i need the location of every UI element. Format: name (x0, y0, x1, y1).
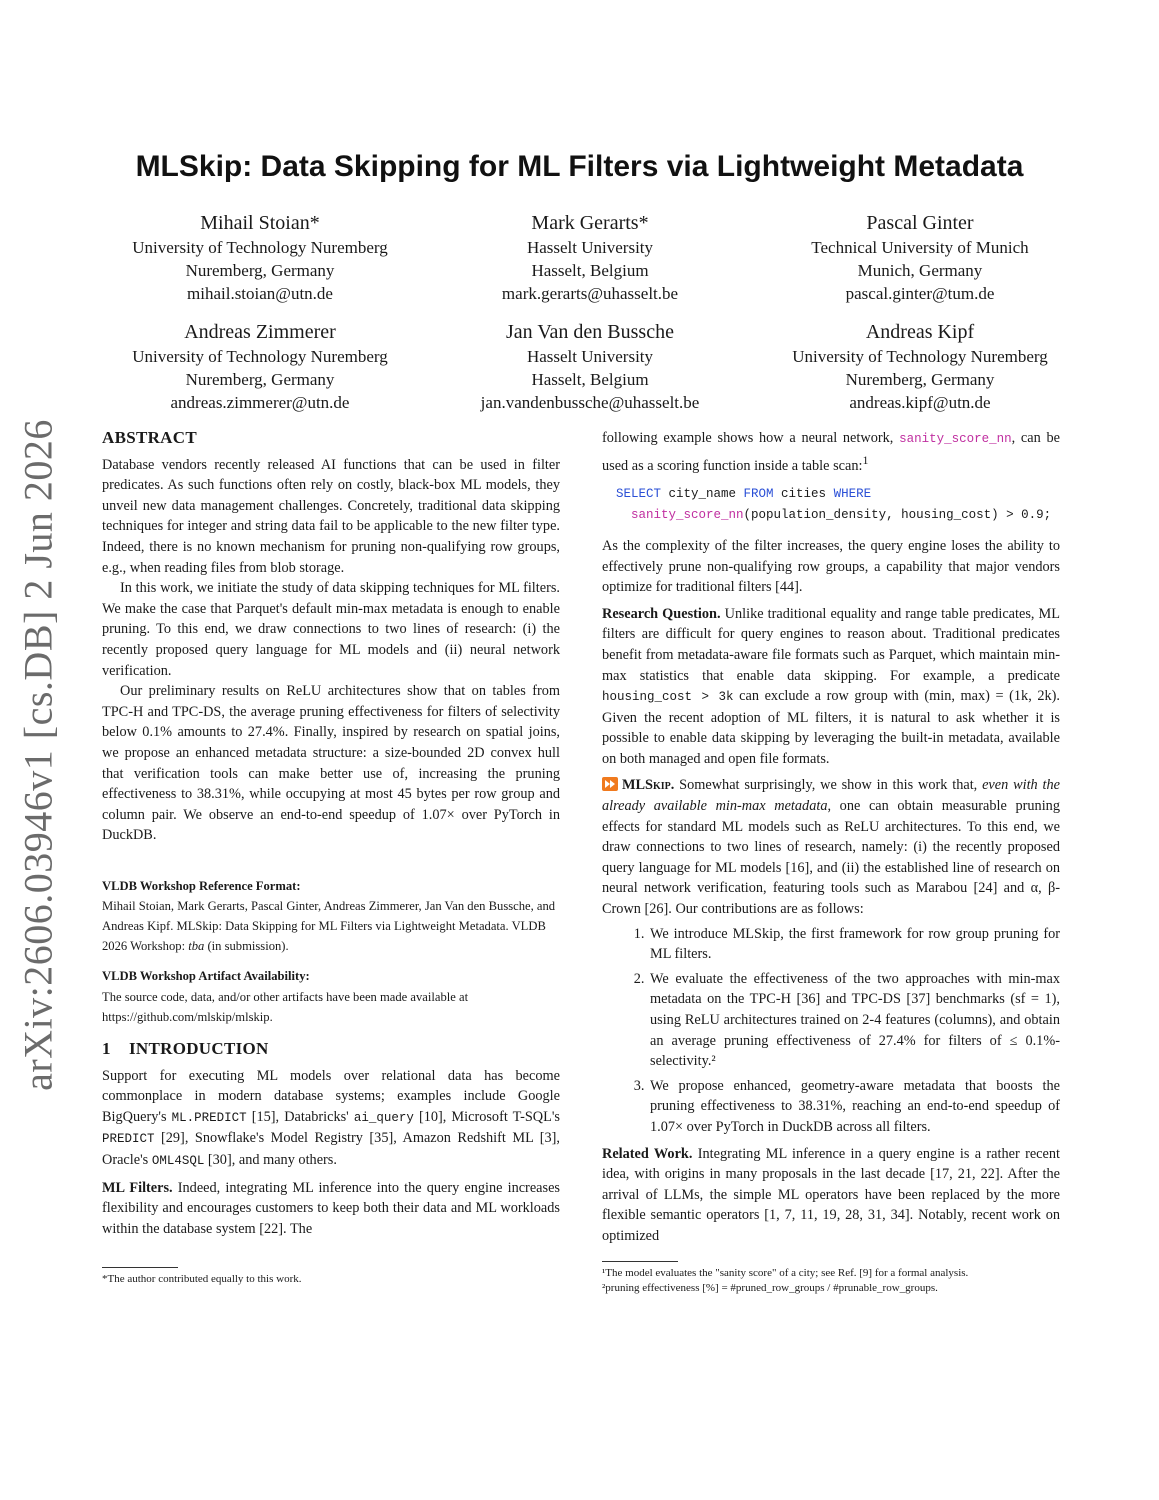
author-entry (425, 319, 755, 414)
mlskip-paragraph (602, 775, 1060, 919)
author-location: Nuremberg, Germany (185, 370, 335, 389)
contribution-item: 3. We propose enhanced, geometry-aware metadata that boosts the pruning effectiveness to 38.31%, reaching an end-to-end speedup of 1.07× over PyTorch in DuckDB across all filters. (648, 1076, 1060, 1138)
run-in-heading: ML Filters. (102, 1179, 173, 1196)
author-location: Nuremberg, Germany (845, 370, 995, 389)
author-name: Mihail Stoian* (200, 212, 320, 234)
reference-text: Mihail Stoian, Mark Gerarts, Pascal Ginter, Andreas Zimmerer, Jan Van den Bussche, and Andreas Kipf. MLSkip: Data Skipping for ML Filters via Lightweight Metadata. VLDB 2026 Workshop: (102, 899, 556, 954)
author-email: jan.vandenbussche@uhasselt.be (480, 393, 700, 412)
paragraph-text: , can be used as a scoring function inside a table scan: (602, 430, 1060, 474)
intro-text: Support for executing ML models over relational data has become commonplace in modern database systems; examples include Google BigQuery's (102, 1067, 560, 1125)
author-affiliation: University of Technology Nuremberg (792, 347, 1048, 366)
author-email: mark.gerarts@uhasselt.be (501, 284, 679, 303)
paragraph-text: Unlike traditional equality and range table predicates, ML filters are difficult for query engines to reason about. Traditional predicates benefit from metadata-aware file formats such as Parquet, which maintain min-max statistics that enable data skipping. For example, a predicate (602, 605, 1060, 684)
run-in-heading: Research Question. (602, 605, 721, 622)
paragraph-text: following example shows how a neural network, (602, 430, 900, 446)
section-heading-introduction: 1 INTRODUCTION (102, 1039, 269, 1059)
paragraph-text: can exclude a row group with (min, max) = (1k, 2k). Given the recent adoption of ML filters, it is natural to ask whether it is possible to enable data skipping by leveraging the built-in metadata, available on both managed and open file formats. (602, 688, 1060, 767)
author-email: andreas.kipf@utn.de (849, 393, 991, 412)
footnote-1: ¹The model evaluates the "sanity score" of a city; see Ref. [9] for a formal analysis. (602, 1266, 969, 1279)
author-location: Munich, Germany (857, 261, 983, 280)
author-entry (425, 210, 755, 305)
run-in-heading: Related Work. (602, 1145, 693, 1162)
paragraph-text: Integrating ML inference in a query engine is a rather recent idea, with origins in many proposals in the last decade [17, 21, 22]. After the arrival of LLMs, the simple ML operators have been replaced by the more flexible semantic operators [1, 7, 11, 19, 28, 31, 34]. Notably, recent work on optimized (602, 1145, 1060, 1244)
paragraph-text: Somewhat surprisingly, we show in this work that, (674, 777, 983, 794)
code-ai-query: ai_query (353, 1110, 414, 1125)
sql-keyword: SELECT (616, 486, 662, 501)
author-name: Jan Van den Bussche (506, 321, 674, 343)
paragraph-text: Indeed, integrating ML inference into the query engine increases flexibility and encourages customers to keep both their data and ML workloads within the database system [22]. The (102, 1179, 560, 1237)
author-name: Pascal Ginter (866, 212, 974, 234)
intro-paragraph (102, 1066, 560, 1172)
code-predict: PREDICT (102, 1132, 155, 1147)
footnote-rule (102, 1267, 178, 1268)
complexity-paragraph: As the complexity of the filter increases, the query engine loses the ability to effectively prune non-qualifying row groups, a capability that major vendors optimize for traditional filters [44]. (602, 537, 1060, 596)
artifact-text: The source code, data, and/or other artifacts have been made available at https://github.com/mlskip/mlskip. (102, 990, 469, 1025)
footnote-rule (602, 1261, 678, 1262)
arxiv-identifier: arXiv:2606.03946v1 [cs.DB] 2 Jun 2026 (15, 419, 61, 1091)
reference-status: (in submission). (204, 939, 289, 954)
reference-format-text (102, 896, 560, 956)
code-predicate: housing_cost > 3k (602, 690, 734, 705)
left-column (102, 428, 560, 1287)
code-sanity-score-nn: sanity_score_nn (899, 432, 1012, 446)
footnote-2: ²pruning effectiveness [%] = #pruned_row_groups / #prunable_row_groups. (602, 1281, 938, 1294)
paragraph-text: , one can obtain measurable pruning effects for standard ML models such as ReLU architectures. To this end, we draw connections to two lines of research, namely: (i) the recently proposed query language for ML models [16], and (ii) the established line of research on neural network verification, featuring tools such as Marabou [24] and α, β-Crown [26]. Our contributions are as follows: (602, 798, 1060, 918)
contributions-list (602, 924, 1060, 1138)
intro-text: [30], and many others. (204, 1152, 337, 1169)
sql-text: cities (773, 486, 834, 501)
emphasized-text: even with the already available min-max metadata (602, 777, 1060, 815)
author-entry (95, 319, 425, 414)
author-email: pascal.ginter@tum.de (845, 284, 995, 303)
sql-function: sanity_score_nn (631, 507, 744, 522)
abstract-paragraph: Database vendors recently released AI functions that can be used in filter predicates. As such functions often rely on costly, black-box ML models, they unveil new data management challenges. Concretely, traditional data skipping techniques for integer and string data fail to be applicable to the new filter type. Indeed, there is no known mechanism for pruning non-qualifying row groups, e.g., when reading files from blob storage. (102, 456, 560, 576)
paper-title: MLSkip: Data Skipping for ML Filters via Lightweight Metadata (135, 150, 1024, 183)
sql-text: city_name (661, 486, 744, 501)
sql-keyword: WHERE (833, 486, 872, 501)
author-block (95, 210, 1085, 414)
author-entry (755, 319, 1085, 414)
author-location: Nuremberg, Germany (185, 261, 335, 280)
abstract-paragraph: In this work, we initiate the study of data skipping techniques for ML filters. We make the case that Parquet's default min-max metadata is enough to enable pruning. To this end, we draw connections to two lines of research: (i) the recently proposed query language for ML models and (ii) neural network verification. (102, 580, 560, 679)
related-work-paragraph (602, 1144, 1060, 1247)
sql-code-block (616, 484, 1060, 526)
example-intro-paragraph (602, 428, 1060, 476)
code-ml-predict: ML.PREDICT (171, 1110, 247, 1125)
author-affiliation: University of Technology Nuremberg (132, 238, 388, 257)
contribution-item: 1. We introduce MLSkip, the first framework for row group pruning for ML filters. (648, 924, 1060, 965)
author-name: Mark Gerarts* (531, 212, 649, 234)
research-question-paragraph (602, 604, 1060, 770)
ml-filters-paragraph (102, 1178, 560, 1240)
author-entry (755, 210, 1085, 305)
footnote-equal-contribution: *The author contributed equally to this work. (102, 1273, 302, 1286)
intro-text: [15], Databricks' (246, 1108, 354, 1125)
sql-keyword: FROM (743, 486, 774, 501)
reference-format-heading: VLDB Workshop Reference Format: (102, 878, 301, 893)
author-entry (95, 210, 425, 305)
author-location: Hasselt, Belgium (531, 370, 649, 389)
author-location: Hasselt, Belgium (531, 261, 649, 280)
contribution-item: 2. We evaluate the effectiveness of the two approaches with min-max metadata on the TPC-H [36] and TPC-DS [37] benchmarks (sf = 1), using ReLU architectures trained on 2-4 features (columns), and obtain an average pruning effectiveness of 27.4% for filters of ≤ 0.1%-selectivity.² (648, 969, 1060, 1072)
author-affiliation: Hasselt University (526, 238, 654, 257)
author-affiliation: University of Technology Nuremberg (132, 347, 388, 366)
sql-text: (population_density, housing_cost) > 0.9; (743, 507, 1052, 522)
abstract-heading: ABSTRACT (102, 428, 197, 447)
intro-text: [29], Snowflake's Model Registry [35], Amazon Redshift ML [3], Oracle's (102, 1130, 560, 1169)
author-name: Andreas Kipf (865, 321, 975, 343)
intro-text: [10], Microsoft T-SQL's (413, 1108, 560, 1125)
author-name: Andreas Zimmerer (184, 321, 336, 343)
author-affiliation: Technical University of Munich (811, 238, 1029, 257)
author-email: mihail.stoian@utn.de (187, 284, 333, 303)
author-affiliation: Hasselt University (526, 347, 654, 366)
run-in-heading: MLSkip. (622, 777, 675, 794)
reference-venue: tba (188, 939, 205, 954)
author-email: andreas.zimmerer@utn.de (170, 393, 350, 412)
fast-forward-icon (602, 777, 618, 791)
arxiv-sidebar-stamp (8, 419, 68, 1091)
right-column (602, 428, 1060, 1296)
abstract-paragraph: Our preliminary results on ReLU architectures show that on tables from TPC-H and TPC-DS, the average pruning effectiveness for filters of selectivity below 0.1% amounts to 27.4%. Finally, inspired by research on spatial joins, we propose an enhanced metadata structure: a size-bounded 2D convex hull that verification tools can make better use of, increasing the pruning effectiveness to 38.31%, while occupying at most 45 bytes per row group and column pair. We observe an end-to-end speedup of 1.07× over PyTorch in DuckDB. (102, 683, 560, 844)
code-oml4sql: OML4SQL (151, 1154, 205, 1169)
footnote-marker: 1 (862, 452, 869, 467)
artifact-heading: VLDB Workshop Artifact Availability: (102, 969, 310, 984)
